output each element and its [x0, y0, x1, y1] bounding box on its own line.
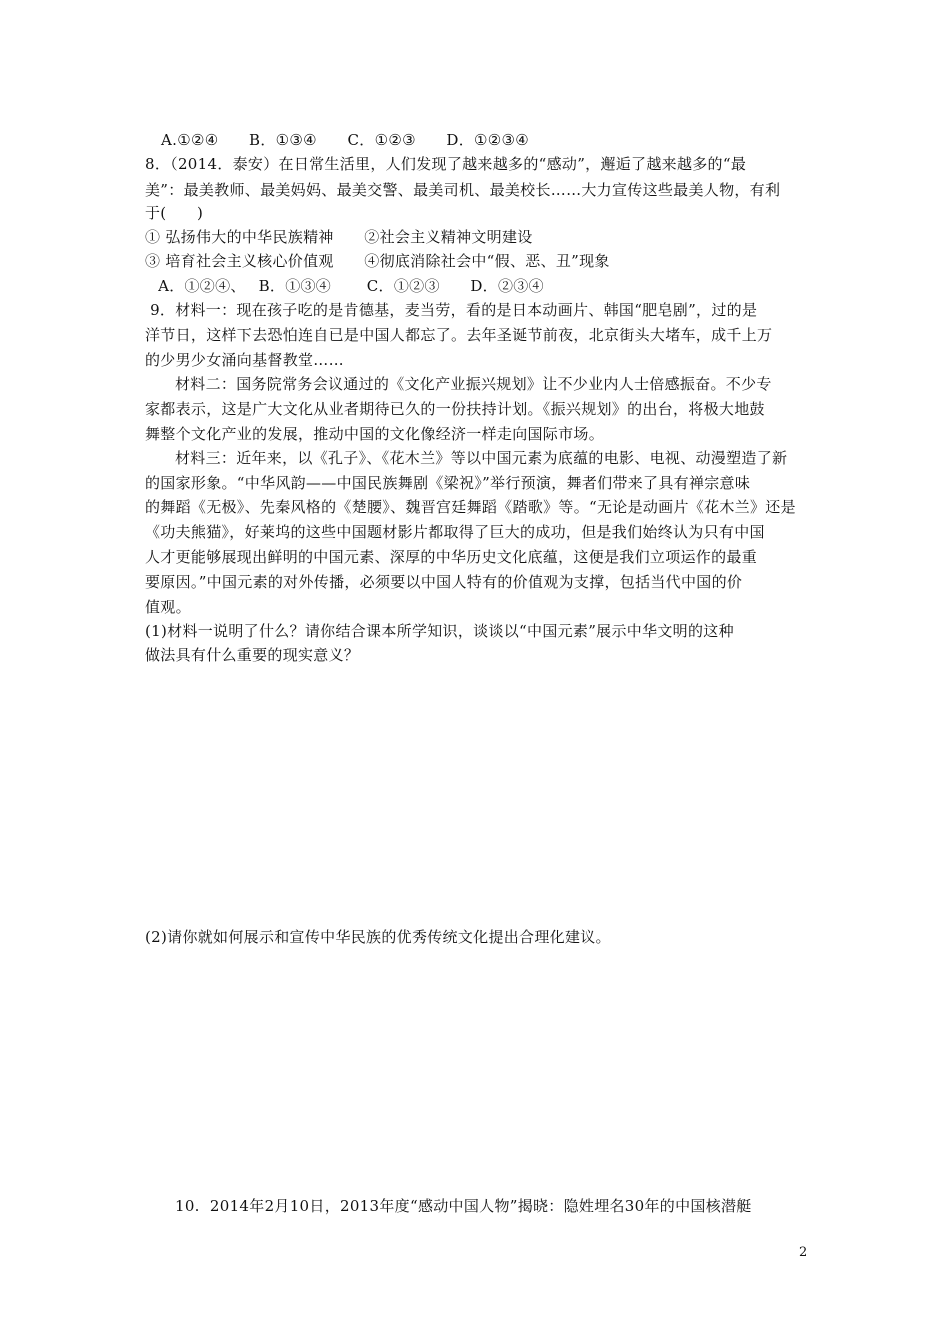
page-number: 2: [799, 1245, 808, 1260]
q8-stem-line3: 于( ): [145, 204, 204, 222]
q9-material1-line3: 的少男少女涌向基督教堂……: [145, 351, 344, 369]
q9-material3-line4: 《功夫熊猫》，好莱坞的这些中国题材影片都取得了巨大的成功，但是我们始终认为只有中国: [145, 523, 765, 541]
q9-material2-line1: 材料二：国务院常务会议通过的《文化产业振兴规划》让不少业内人士倍感振奋。不少专: [175, 375, 772, 393]
q9-sub1-line2: 做法具有什么重要的现实意义？: [145, 646, 360, 664]
q9-material3-line1: 材料三：近年来，以《孔子》、《花木兰》等以中国元素为底蕴的电影、电视、动漫塑造了新: [175, 449, 788, 467]
q8-stem-line2: 美”：最美教师、最美妈妈、最美交警、最美司机、最美校长……大力宣传这些最美人物，有利: [145, 181, 781, 199]
q8-choice-row1: ① 弘扬伟大的中华民族精神 ②社会主义精神文明建设: [145, 228, 533, 246]
q9-material1-line1: 9．材料一：现在孩子吃的是肯德基，麦当劳，看的是日本动画片、韩国“肥皂剧”，过的是: [145, 301, 758, 319]
q9-material1-line2: 洋节日，这样下去恐怕连自已是中国人都忘了。去年圣诞节前夜，北京街头大堵车，成千上万: [145, 326, 773, 344]
q9-material3-line5: 人才更能够展现出鲜明的中国元素、深厚的中华历史文化底蕴，这便是我们立项运作的最重: [145, 548, 758, 566]
q9-material3-line6: 要原因。”中国元素的对外传播，必须要以中国人特有的价值观为支撑，包括当代中国的价: [145, 573, 743, 591]
q7-options: A.①②④ B．①③④ C．①②③ D．①②③④: [161, 131, 530, 149]
q9-material2-line3: 舞整个文化产业的发展，推动中国的文化像经济一样走向国际市场。: [145, 425, 605, 443]
q9-material2-line2: 家都表示，这是广大文化从业者期待已久的一份扶持计划。《振兴规划》的出台，将极大地鼓: [145, 400, 765, 418]
q9-material3-line3: 的舞蹈《无极》、先秦风格的《楚腰》、魏晋宫廷舞蹈《踏歌》等。“无论是动画片《花木兰》还是: [145, 498, 796, 516]
q9-sub1-line1: (1)材料一说明了什么？请你结合课本所学知识，谈谈以“中国元素”展示中华文明的这种: [145, 622, 734, 640]
q8-options: A．①②④、 B．①③④ C．①②③ D．②③④: [153, 277, 544, 295]
q9-material3-line2: 的国家形象。“中华风韵——中国民族舞剧《梁祝》”举行预演，舞者们带来了具有禅宗意味: [145, 474, 751, 492]
q8-choice-row2: ③ 培育社会主义核心价值观 ④彻底消除社会中“假、恶、丑”现象: [145, 252, 610, 270]
q9-sub2: (2)请你就如何展示和宣传中华民族的优秀传统文化提出合理化建议。: [145, 928, 611, 946]
q9-material3-line7: 值观。: [145, 598, 191, 616]
q10-stem-line1: 10. 2014年2月10日，2013年度“感动中国人物”揭晓：隐姓埋名30年的中国核潜艇: [175, 1197, 752, 1215]
q8-stem-line1: 8．（2014．泰安）在日常生活里，人们发现了越来越多的“感动”，邂逅了越来越多的“最: [145, 155, 747, 173]
